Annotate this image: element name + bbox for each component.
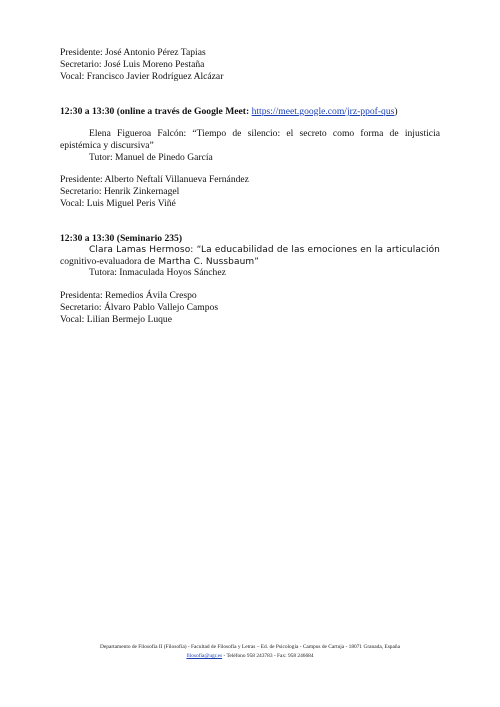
footer-phone-fax: - Teléfono 958 243783 - Fax: 958 246684	[222, 653, 314, 659]
block2-vocal: Vocal: Luis Miguel Peris Viñé	[60, 198, 176, 209]
block2-close-paren: )	[394, 106, 398, 117]
block3-vocal: Vocal: Lilian Bermejo Luque	[60, 314, 172, 325]
block3-talk-line2-b: de Martha C. Nussbaum”	[143, 257, 260, 267]
block1-vocal: Vocal: Francisco Javier Rodríguez Alcázar	[60, 71, 224, 82]
block3-tutora: Tutora: Inmaculada Hoyos Sánchez	[89, 267, 226, 278]
block3-talk-line1: Clara Lamas Hermoso: “La educabilidad de las emociones en la articulación	[89, 245, 440, 255]
google-meet-link[interactable]: https://meet.google.com/jrz-ppof-qus	[251, 106, 395, 117]
block1-presidente: Presidente: José Antonio Pérez Tapias	[60, 47, 206, 58]
block3-time-label: 12:30 a 13:30 (Seminario 235)	[60, 233, 183, 244]
block3-presidenta: Presidenta: Remedios Ávila Crespo	[60, 290, 197, 301]
block3-secretario: Secretario: Álvaro Pablo Vallejo Campos	[60, 302, 219, 313]
block2-heading	[60, 106, 398, 118]
footer-email-link[interactable]: filosofia@ugr.es	[186, 653, 223, 659]
block3-talk-line2-a: cognitivo-evaluadora	[60, 256, 144, 267]
footer-address: Departamento de Filosofía II (Filosofía) - Facultad de Filosofía y Letras – Ed. de Psicología - Campus de Cartuja - 18071 Granada, España	[99, 644, 400, 650]
block2-time-label: 12:30 a 13:30 (online a través de Google Meet:	[60, 106, 252, 117]
block2-talk-line1: Elena Figueroa Falcón: “Tiempo de silencio: el secreto como forma de injusticia	[89, 128, 440, 139]
block2-tutor: Tutor: Manuel de Pinedo García	[89, 152, 213, 163]
block2-talk-line2: epistémica y discursiva”	[60, 140, 154, 151]
footer-contact	[0, 652, 500, 661]
block2-secretario: Secretario: Henrik Zinkernagel	[60, 186, 180, 197]
block2-presidente: Presidente: Alberto Neftalí Villanueva Fernández	[60, 174, 249, 185]
block1-secretario: Secretario: José Luis Moreno Pestaña	[60, 59, 205, 70]
